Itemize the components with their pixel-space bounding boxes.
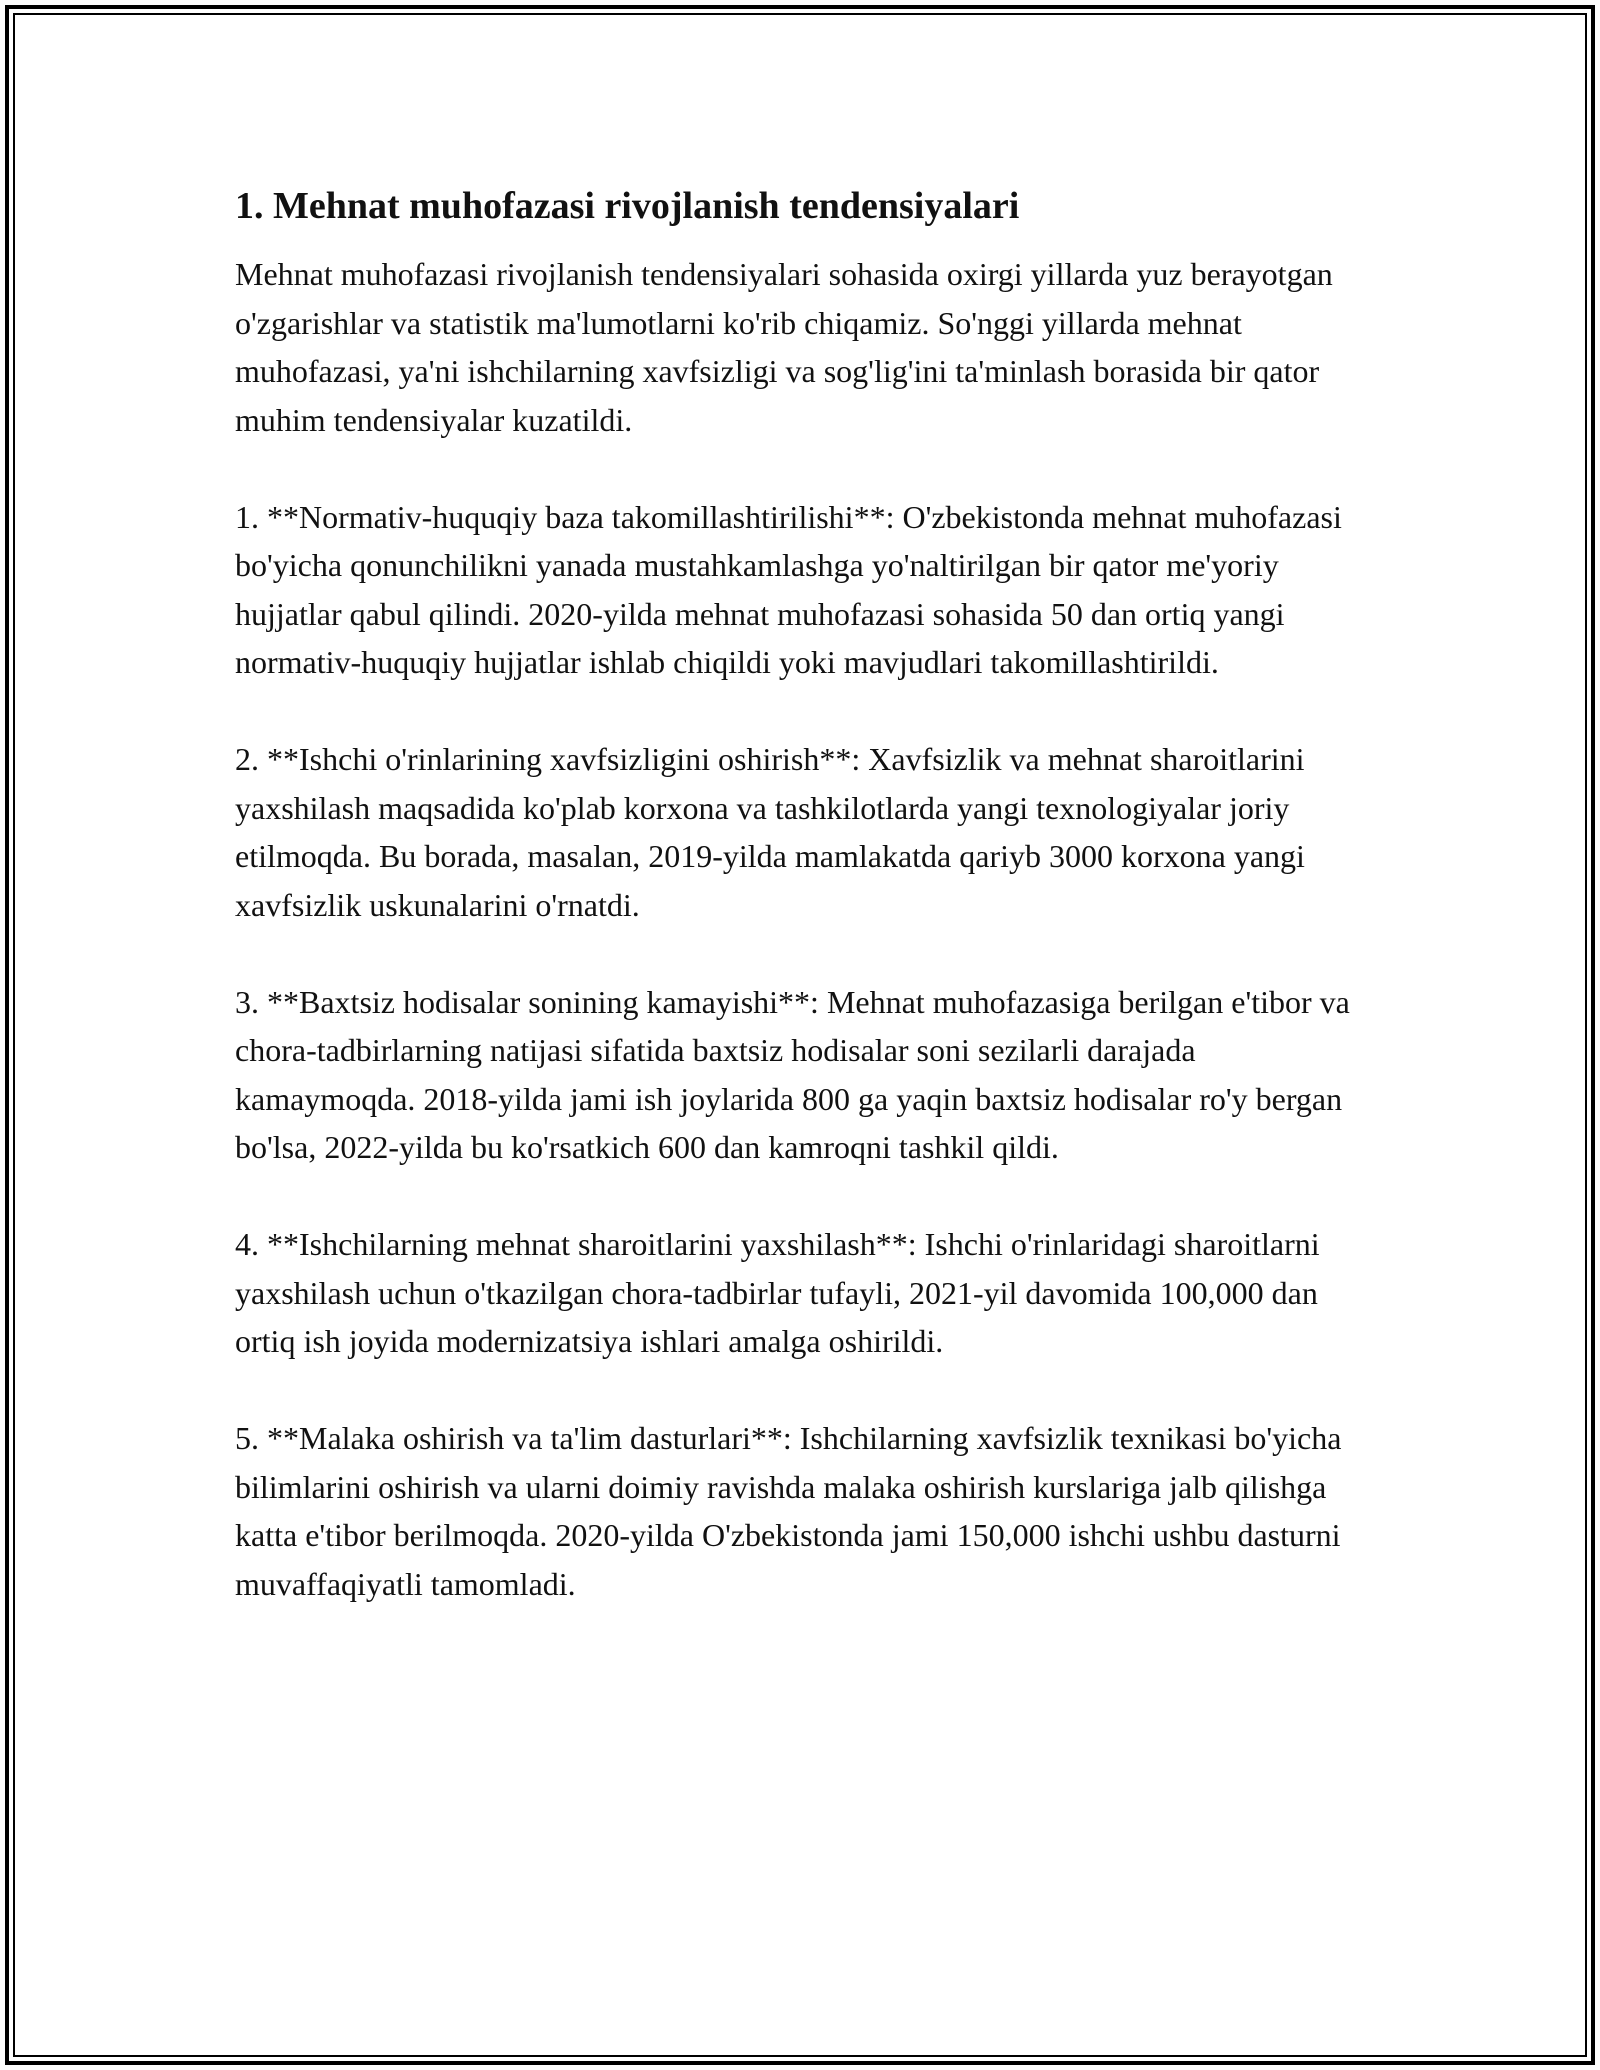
intro-paragraph: Mehnat muhofazasi rivojlanish tendensiyalari sohasida oxirgi yillarda yuz berayotgan o'zgarishlar va statistik ma'lumotlarni ko'rib chiqamiz. So'nggi yillarda mehnat muhofazasi, ya'ni ishchilarning xavfsizligi va sog'lig'ini ta'minlash borasida bir qator muhim tendensiyalar kuzatildi. bbox=[235, 256, 1333, 438]
list-item-training-programs: 5. **Malaka oshirish va ta'lim dasturlari**: Ishchilarning xavfsizlik texnikasi bo'yicha bilimlarini oshirish va ularni doimiy ravishda malaka oshirish kurslariga jalb qilishga katta e'tibor berilmoqda. 2020-yilda O'zbekistonda jami 150,000 ishchi ushbu dasturni muvaffaqiyatli tamomladi. bbox=[235, 1420, 1342, 1602]
page-title: 1. Mehnat muhofazasi rivojlanish tendensiyalari bbox=[235, 185, 1020, 227]
list-item-accident-reduction: 3. **Baxtsiz hodisalar sonining kamayishi**: Mehnat muhofazasiga berilgan e'tibor va chora-tadbirlarning natijasi sifatida baxtsiz hodisalar soni sezilarli darajada kamaymoqda. 2018-yilda jami ish joylarida 800 ga yaqin baxtsiz hodisalar ro'y bergan bo'lsa, 2022-yilda bu ko'rsatkich 600 dan kamroqni tashkil qildi. bbox=[235, 983, 1350, 1165]
list-item-workplace-safety: 2. **Ishchi o'rinlarining xavfsizligini oshirish**: Xavfsizlik va mehnat sharoitlarini yaxshilash maqsadida ko'plab korxona va tashkilotlarda yangi texnologiyalar joriy etilmoqda. Bu borada, masalan, 2019-yilda mamlakatda qariyb 3000 korxona yangi xavfsizlik uskunalarini o'rnatdi. bbox=[235, 741, 1305, 923]
list-item-normative-base: 1. **Normativ-huquqiy baza takomillashtirilishi**: O'zbekistonda mehnat muhofazasi bo'yicha qonunchilikni yanada mustahkamlashga yo'naltirilgan bir qator me'yoriy hujjatlar qabul qilindi. 2020-yilda mehnat muhofazasi sohasida 50 dan ortiq yangi normativ-huquqiy hujjatlar ishlab chiqildi yoki mavjudlari takomillashtirildi. bbox=[235, 498, 1342, 680]
document-body bbox=[235, 182, 1375, 1657]
list-item-working-conditions: 4. **Ishchilarning mehnat sharoitlarini yaxshilash**: Ishchi o'rinlaridagi sharoitlarni yaxshilash uchun o'tkazilgan chora-tadbirlar tufayli, 2021-yil davomida 100,000 dan ortiq ish joyida modernizatsiya ishlari amalga oshirildi. bbox=[235, 1226, 1320, 1359]
